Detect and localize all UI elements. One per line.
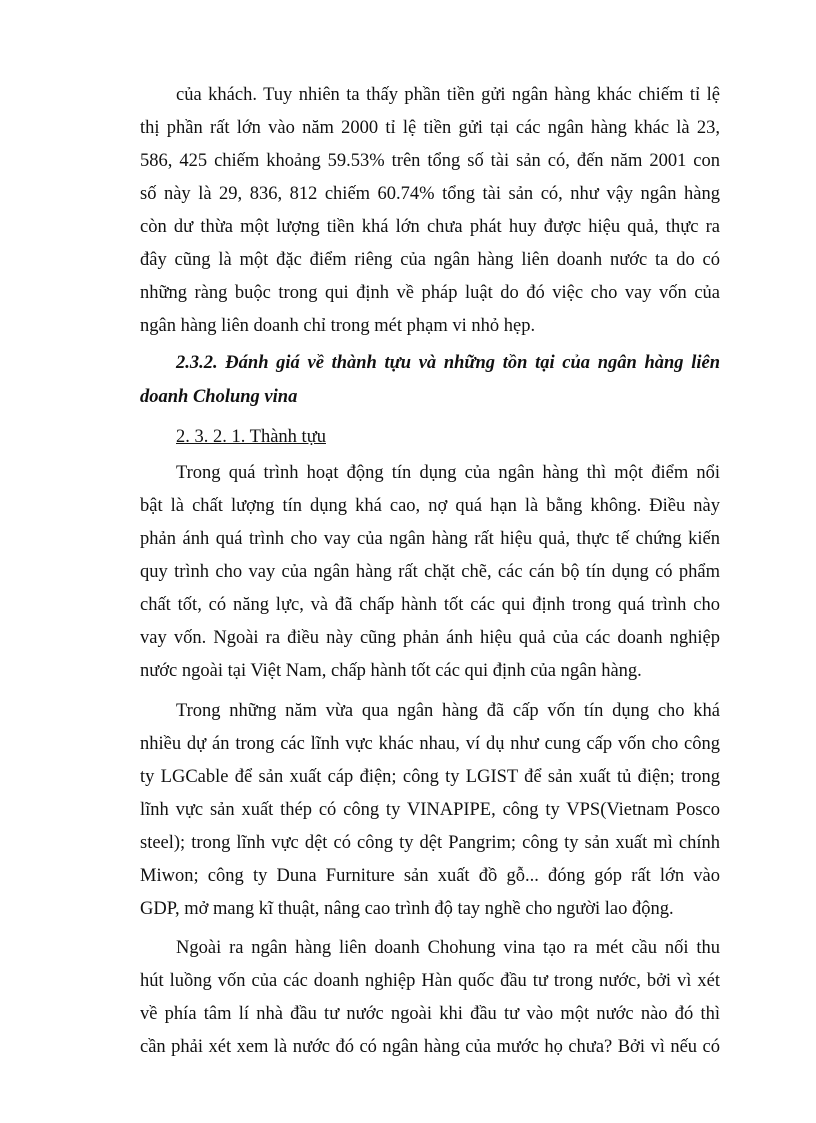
section-heading-line: doanh Cholung vina <box>140 387 298 407</box>
text-line: chất tốt, có năng lực, và đã chấp hành tốt các qui định trong quá trình cho <box>140 595 720 615</box>
text-line: phản ánh quá trình cho vay của ngân hàng rất hiệu quả, thực tế chứng kiến <box>140 529 720 549</box>
text-line: ty LGCable để sản xuất cáp điện; công ty LGIST để sản xuất tủ điện; trong <box>140 767 720 787</box>
text-line: Ngoài ra ngân hàng liên doanh Chohung vina tạo ra mét cầu nối thu <box>176 938 720 958</box>
text-line: 586, 425 chiếm khoảng 59.53% trên tổng số tài sản có, đến năm 2001 con <box>140 151 720 171</box>
text-line: nhiều dự án trong các lĩnh vực khác nhau, ví dụ như cung cấp vốn cho công <box>140 734 720 754</box>
text-line: vay vốn. Ngoài ra điều này cũng phản ánh hiệu quả của các doanh nghiệp <box>140 628 720 648</box>
text-line: về phía tâm lí nhà đầu tư nước ngoài khi đầu tư vào một nước nào đó thì <box>140 1004 720 1024</box>
text-line: số này là 29, 836, 812 chiếm 60.74% tổng tài sản có, như vậy ngân hàng <box>140 184 720 204</box>
text-line: đây cũng là một đặc điểm riêng của ngân hàng liên doanh nước ta do có <box>140 250 720 270</box>
text-line: lĩnh vực sản xuất thép có công ty VINAPIPE, công ty VPS(Vietnam Posco <box>140 800 720 820</box>
text-line: nước ngoài tại Việt Nam, chấp hành tốt các qui định của ngân hàng. <box>140 661 642 681</box>
text-line: bật là chất lượng tín dụng khá cao, nợ quá hạn là bằng không. Điều này <box>140 496 720 516</box>
section-heading-line: 2.3.2. Đánh giá về thành tựu và những tồn tại của ngân hàng liên <box>176 353 720 373</box>
text-line: Miwon; công ty Duna Furniture sản xuất đồ gỗ... đóng góp rất lớn vào <box>140 866 720 886</box>
text-line: Trong quá trình hoạt động tín dụng của ngân hàng thì một điểm nổi <box>176 463 720 483</box>
text-line: ngân hàng liên doanh chỉ trong mét phạm vi nhỏ hẹp. <box>140 316 536 336</box>
text-line: những ràng buộc trong qui định về pháp luật do đó việc cho vay vốn của <box>140 283 720 303</box>
text-line: hút luồng vốn của các doanh nghiệp Hàn quốc đầu tư trong nước, bởi vì xét <box>140 971 720 991</box>
text-line: quy trình cho vay của ngân hàng rất chặt chẽ, các cán bộ tín dụng có phẩm <box>140 562 720 582</box>
text-line: còn dư thừa một lượng tiền khá lớn chưa phát huy được hiệu quả, thực ra <box>140 217 720 237</box>
text-line: Trong những năm vừa qua ngân hàng đã cấp vốn tín dụng cho khá <box>176 701 720 721</box>
text-line: thị phần rất lớn vào năm 2000 tỉ lệ tiền gửi tại các ngân hàng khác là 23, <box>140 118 720 138</box>
text-line: của khách. Tuy nhiên ta thấy phần tiền gửi ngân hàng khác chiếm tỉ lệ <box>176 85 720 105</box>
text-line: GDP, mở mang kĩ thuật, nâng cao trình độ tay nghề cho người lao động. <box>140 899 674 919</box>
text-line: steel); trong lĩnh vực dệt có công ty dệt Pangrim; công ty sản xuất mì chính <box>140 833 720 853</box>
subsection-heading: 2. 3. 2. 1. Thành tựu <box>176 427 326 447</box>
text-line: cần phải xét xem là nước đó có ngân hàng của mước họ chưa? Bởi vì nếu có <box>140 1037 720 1057</box>
